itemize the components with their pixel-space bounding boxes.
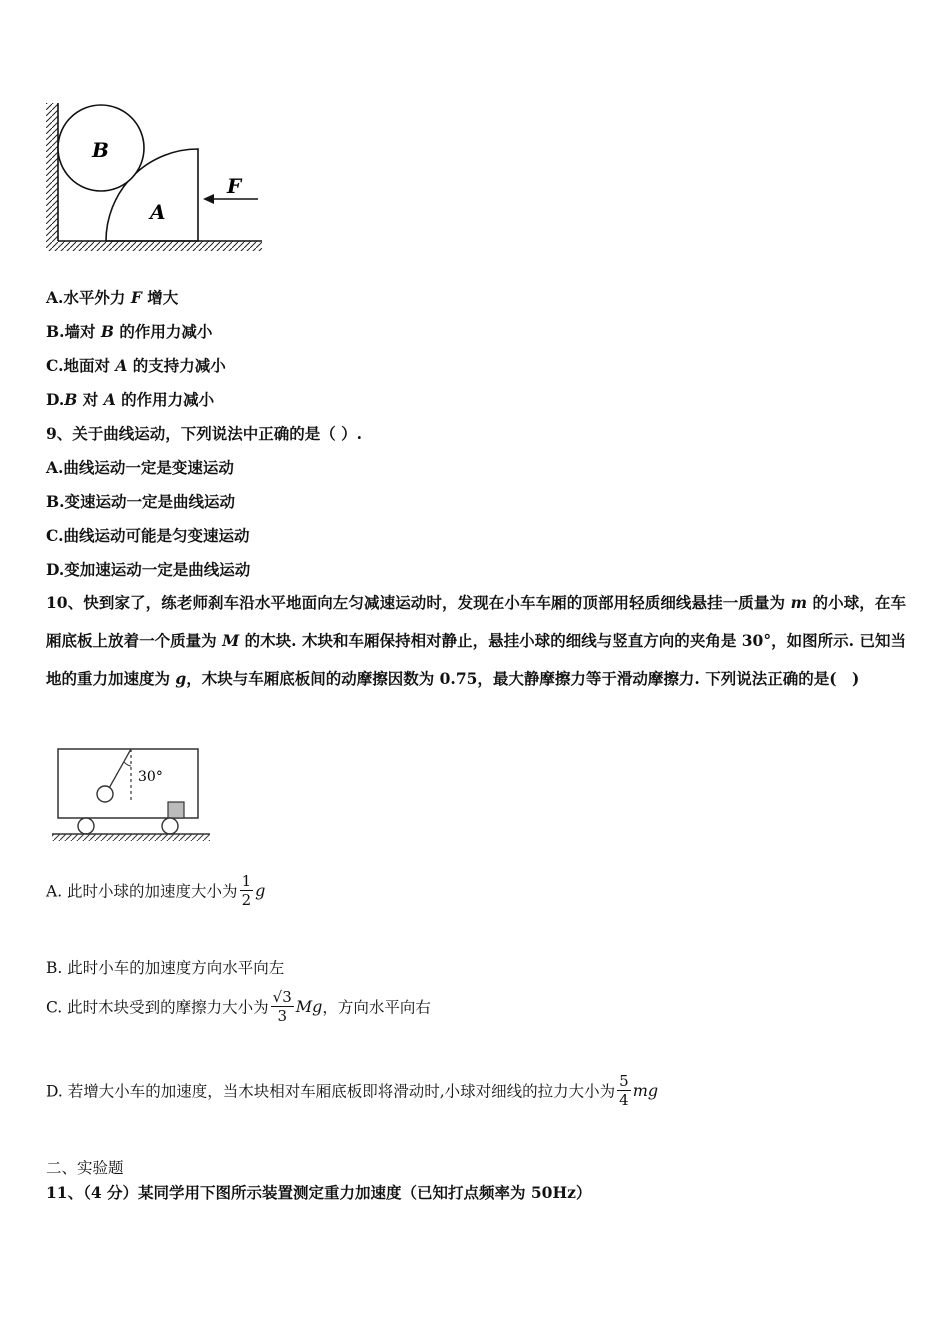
figure-ball-block xyxy=(40,98,270,258)
ground-hatching xyxy=(46,241,262,251)
fraction-sqrt3-3 xyxy=(271,988,294,1025)
stem-text: 的小球，在车厢底板上放着一个质量为 xyxy=(46,593,906,650)
fraction-numerator: 5 xyxy=(619,1072,629,1090)
option-var: g xyxy=(255,881,266,900)
fraction-denominator: 3 xyxy=(277,1007,287,1025)
q10-option-a xyxy=(46,872,265,909)
q9-option-d: D.变加速运动一定是曲线运动 xyxy=(46,560,251,579)
var-M: M xyxy=(222,631,240,650)
option-var: A xyxy=(115,356,128,375)
label-a: A xyxy=(150,200,166,224)
q10-option-d xyxy=(46,1072,658,1109)
option-var: B xyxy=(100,322,115,341)
fraction-denominator: 2 xyxy=(241,891,252,909)
option-text: A. 此时小球的加速度大小为 xyxy=(46,882,238,901)
option-text: D. xyxy=(46,390,65,409)
q9-option-b: B.变速运动一定是曲线运动 xyxy=(46,492,235,511)
cart-ground-hatching xyxy=(52,834,210,841)
option-var: A xyxy=(103,390,116,409)
option-text: D. 若增大小车的加速度，当木块相对车厢底板即将滑动时,小球对细线的拉力大小为 xyxy=(46,1082,616,1101)
q9-option-c: C.曲线运动可能是匀变速运动 xyxy=(46,526,250,545)
option-text: 增大 xyxy=(141,288,179,307)
option-text: C. 此时木块受到的摩擦力大小为 xyxy=(46,998,269,1017)
fraction-numerator: √3 xyxy=(272,988,292,1006)
label-f: F xyxy=(227,174,242,198)
option-text: C.地面对 xyxy=(46,356,116,375)
angle-arc xyxy=(124,762,131,766)
pendulum-ball xyxy=(97,786,113,802)
fraction-1-2 xyxy=(240,872,254,909)
pendulum-string xyxy=(108,749,131,790)
option-text: 对 xyxy=(77,390,104,409)
cart-wheel-left xyxy=(78,818,94,834)
option-var: F xyxy=(130,288,142,307)
q10-option-c xyxy=(46,988,431,1025)
cart-wheel-right xyxy=(162,818,178,834)
var-g: g xyxy=(175,669,187,688)
stem-text: 的木块. 木块和车厢保持相对静止，悬挂小球的细线与竖直方向的夹角是 30°，如图所示. 已知当地的重力加速度为 xyxy=(46,631,906,688)
figure-cart xyxy=(48,744,218,844)
q11-stem: 11、（4 分）某同学用下图所示装置测定重力加速度（已知打点频率为 50Hz） xyxy=(46,1183,592,1202)
fraction-5-4 xyxy=(617,1072,631,1109)
var-m: m xyxy=(790,593,808,612)
wall-hatching xyxy=(46,103,58,241)
q9-stem: 9、关于曲线运动，下列说法中正确的是（ ）. xyxy=(46,424,363,443)
label-b: B xyxy=(92,138,109,162)
option-text: 的支持力减小 xyxy=(127,356,226,375)
q8-option-b xyxy=(46,320,212,342)
stem-text: ，木块与车厢底板间的动摩擦因数为 0.75，最大静摩擦力等于滑动摩擦力. 下列说法正确的是( ) xyxy=(186,669,860,688)
option-text: B.墙对 xyxy=(46,322,101,341)
q10-stem xyxy=(46,584,906,698)
wooden-block xyxy=(168,802,184,818)
q8-option-a xyxy=(46,286,178,308)
q10-option-b: B. 此时小车的加速度方向水平向左 xyxy=(46,959,285,977)
angle-label: 30° xyxy=(138,769,163,785)
q9-option-a: A.曲线运动一定是变速运动 xyxy=(46,458,234,477)
option-var: mg xyxy=(632,1081,659,1100)
fraction-denominator: 4 xyxy=(619,1091,629,1109)
option-text: 的作用力减小 xyxy=(115,390,215,409)
stem-text: 10、快到家了，练老师刹车沿水平地面向左匀减速运动时，发现在小车车厢的顶部用轻质细线悬挂一质量为 xyxy=(46,593,791,612)
q8-option-d xyxy=(46,388,214,410)
option-text: A.水平外力 xyxy=(46,288,131,307)
option-text: ，方向水平向右 xyxy=(322,998,431,1017)
option-text: 的作用力减小 xyxy=(114,322,213,341)
section-heading: 二、实验题 xyxy=(46,1159,124,1177)
force-arrowhead xyxy=(203,194,214,204)
option-var: B xyxy=(64,390,78,409)
option-var: Mg xyxy=(295,997,323,1016)
q8-option-c xyxy=(46,354,226,376)
fraction-numerator: 1 xyxy=(241,872,252,890)
